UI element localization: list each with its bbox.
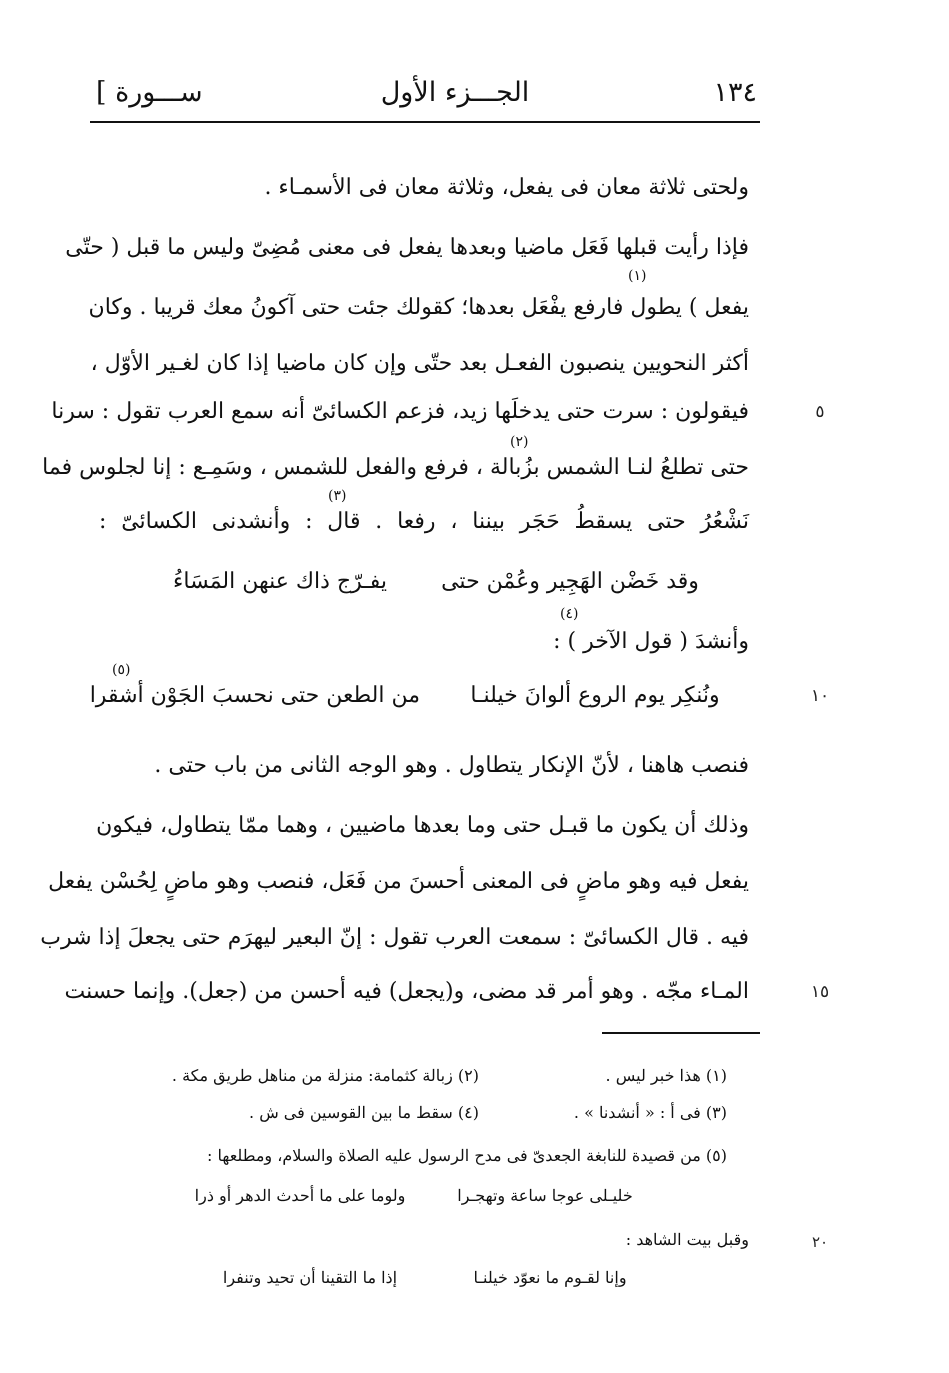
verse-2-first-hemistich: ونُنكِر يوم الروع ألوانَ خيلنـا [470, 683, 720, 708]
footnote-6: وقبل بيت الشاهد : [625, 1230, 749, 1249]
line-number-15: ١٥ [810, 982, 830, 1002]
marker-4: (٤) [560, 606, 579, 622]
body-line-10: وذلك أن يكون ما قبـل حتى وما بعدها ماضيين ، وهما ممّا يتطاول، فيكون [96, 813, 749, 838]
footnote-1: (١) هذا خبر ليس . [605, 1066, 727, 1085]
body-line-5: فيقولون : سرت حتى يدخلَها زيد، فزعم الكسائىّ أنه سمع العرب تقول : سرنا [51, 399, 749, 424]
body-line-12: فيه . قال الكسائىّ : سمعت العرب تقول : إنّ البعير ليهرَم حتى يجعلَ إذا شرب [40, 925, 749, 950]
footnote-6-verse-first: وإنا لقـوم ما نعوّد خيلنـا [473, 1268, 627, 1287]
footnote-5-verse-second: ولوما على ما أحدث الدهر أو ذرا [194, 1186, 406, 1205]
body-line-4: أكثر النحويين ينصبون الفعـل بعد حتّى وإن كان ماضيا إذا كان لغـير الأوّل ، [90, 351, 749, 376]
verse-2-second-hemistich: من الطعن حتى نحسبَ الجَوْن أشقرا [89, 683, 420, 708]
running-title: الجـــزء الأول [380, 77, 530, 108]
body-line-8: وأنشدَ ( قول الآخر ) : [553, 629, 749, 654]
verse-1-second-hemistich: يفـرّج ذاك عنهن المَسَاءُ [173, 569, 387, 594]
body-line-2: فإذا رأيت قبلها فَعَل ماضيا وبعدها يفعل فى معنى مُضِىّ وليس ما قبل ( حتّى [65, 235, 749, 260]
marker-2: (٢) [510, 434, 529, 450]
body-line-1: ولحتى ثلاثة معان فى يفعل، وثلاثة معان فى الأسمـاء . [264, 175, 749, 200]
marker-5: (٥) [112, 662, 131, 678]
body-line-7: نَشْعُرُ حتى يسقطُ حَجَر بيننا ، رفعا . قال : وأنشدنى الكسائىّ : [99, 509, 749, 534]
marker-1: (١) [628, 268, 647, 284]
body-line-6: حتى تطلعُ لنـا الشمس بزُبالة ، فرفع والفعل للشمس ، وسَمِـع : إنا لجلوس فما [42, 455, 749, 480]
footnote-3: (٣) فى أ : « أنشدنا » . [573, 1103, 727, 1122]
header-rule [90, 121, 760, 123]
surah-label: [ ســـورة [96, 77, 203, 108]
footnote-2: (٢) زبالة كثمامة: منزلة من مناهل طريق مكة . [171, 1066, 479, 1085]
footnote-5-verse-first: خليـلى عوجا ساعة وتهجـرا [457, 1186, 633, 1205]
body-line-9: فنصب هاهنا ، لأنّ الإنكار يتطاول . وهو الوجه الثانى من باب حتى . [154, 753, 749, 778]
line-number-20: ٢٠ [811, 1233, 829, 1251]
footnote-6-verse-second: إذا ما التقينا أن تحيد وتنفرا [222, 1268, 398, 1287]
body-line-11: يفعل فيه وهو ماضٍ فى المعنى أحسنَ من فَعَل، فنصب وهو ماضٍ لِحُسْن يفعل [48, 869, 749, 894]
body-line-13: المـاء مجّه . وهو أمر قد مضى، و(يجعل) فيه أحسن من (جعل). وإنما حسنت [64, 979, 749, 1004]
line-number-10: ١٠ [810, 686, 830, 706]
page-number: ١٣٤ [713, 77, 757, 108]
body-line-3: يفعل ) يطول فارفع يفْعَل بعدها؛ كقولك جئت حتى آكونُ معك قريبا . وكان [88, 295, 749, 320]
verse-1-first-hemistich: وقد خَضْن الهَجِير وعُمْن حتى [441, 569, 699, 594]
line-number-5: ٥ [815, 402, 825, 422]
footnote-5: (٥) من قصيدة للنابغة الجعدىّ فى مدح الرسول عليه الصلاة والسلام، ومطلعها : [206, 1146, 727, 1165]
marker-3: (٣) [328, 488, 347, 504]
footnote-rule [602, 1032, 760, 1034]
footnote-4: (٤) سقط ما بين القوسين فى ش . [249, 1103, 479, 1122]
